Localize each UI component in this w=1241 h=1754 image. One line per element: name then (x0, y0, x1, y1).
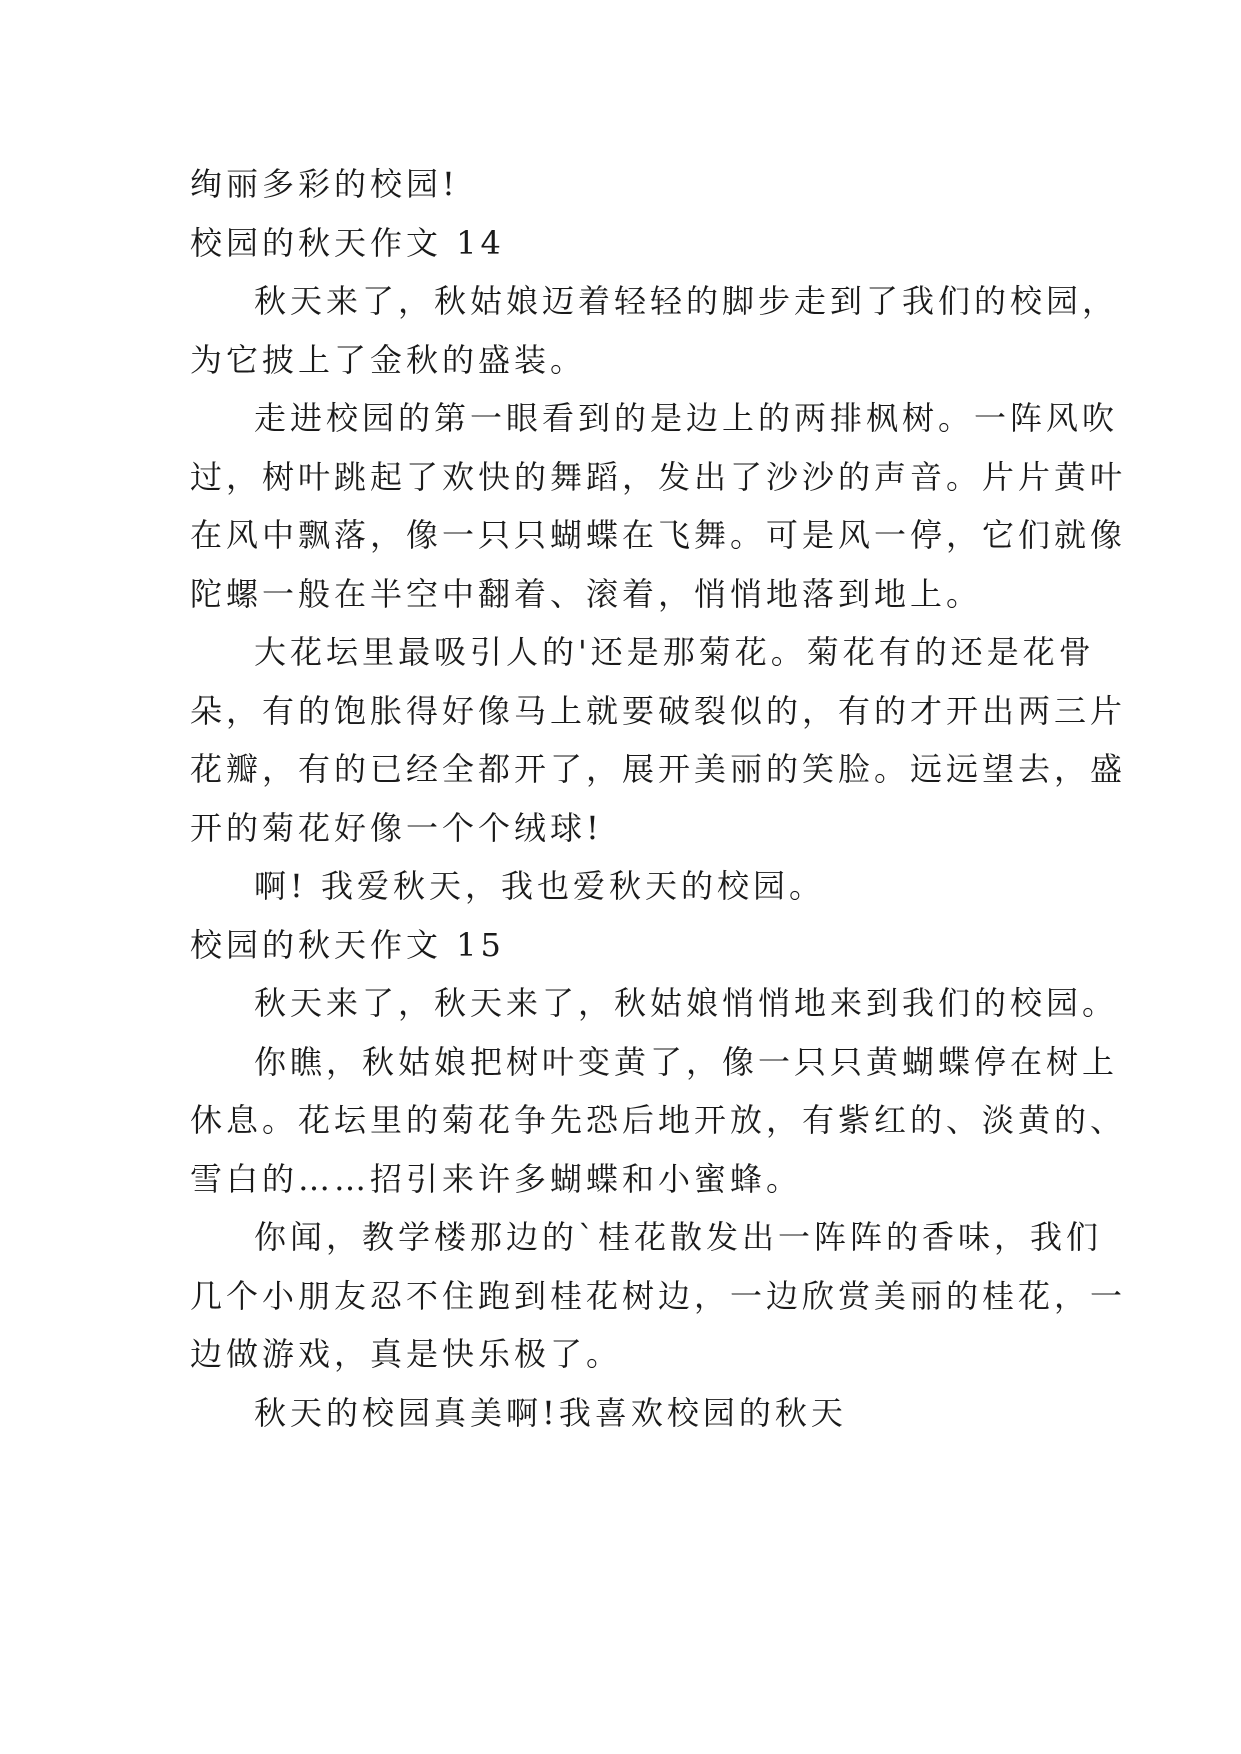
text-line: 你闻，教学楼那边的`桂花散发出一阵阵的香味，我们 (254, 1218, 1103, 1256)
text-line: 大花坛里最吸引人的'还是那菊花。菊花有的还是花骨 (254, 633, 1095, 671)
text-line: 几个小朋友忍不住跑到桂花树边，一边欣赏美丽的桂花，一 (190, 1277, 1127, 1315)
text-line: 在风中飘落，像一只只蝴蝶在飞舞。可是风一停，它们就像 (190, 516, 1127, 554)
text-line: 秋天来了，秋姑娘迈着轻轻的脚步走到了我们的校园， (254, 282, 1119, 320)
text-line: 秋天的校园真美啊!我喜欢校园的秋天 (254, 1394, 847, 1432)
text-line: 陀螺一般在半空中翻着、滚着，悄悄地落到地上。 (190, 575, 983, 613)
text-line: 雪白的……招引来许多蝴蝶和小蜜蜂。 (190, 1160, 803, 1198)
text-line: 走进校园的第一眼看到的是边上的两排枫树。一阵风吹 (254, 399, 1119, 437)
text-line: 绚丽多彩的校园! (190, 165, 459, 203)
text-line: 休息。花坛里的菊花争先恐后地开放，有紫红的、淡黄的、 (190, 1101, 1127, 1139)
text-line: 朵，有的饱胀得好像马上就要破裂似的，有的才开出两三片 (190, 692, 1127, 730)
text-line: 开的菊花好像一个个绒球! (190, 809, 603, 847)
text-line: 过，树叶跳起了欢快的舞蹈，发出了沙沙的声音。片片黄叶 (190, 458, 1127, 496)
text-line: 边做游戏，真是快乐极了。 (190, 1335, 623, 1373)
section-heading: 校园的秋天作文 14 (190, 224, 505, 262)
text-line: 为它披上了金秋的盛装。 (190, 341, 587, 379)
text-line: 花瓣，有的已经全都开了，展开美丽的笑脸。远远望去，盛 (190, 750, 1127, 788)
text-line: 你瞧，秋姑娘把树叶变黄了，像一只只黄蝴蝶停在树上 (254, 1043, 1119, 1081)
text-line: 啊! 我爱秋天，我也爱秋天的校园。 (254, 867, 826, 905)
section-heading: 校园的秋天作文 15 (190, 926, 505, 964)
text-line: 秋天来了，秋天来了，秋姑娘悄悄地来到我们的校园。 (254, 984, 1119, 1022)
